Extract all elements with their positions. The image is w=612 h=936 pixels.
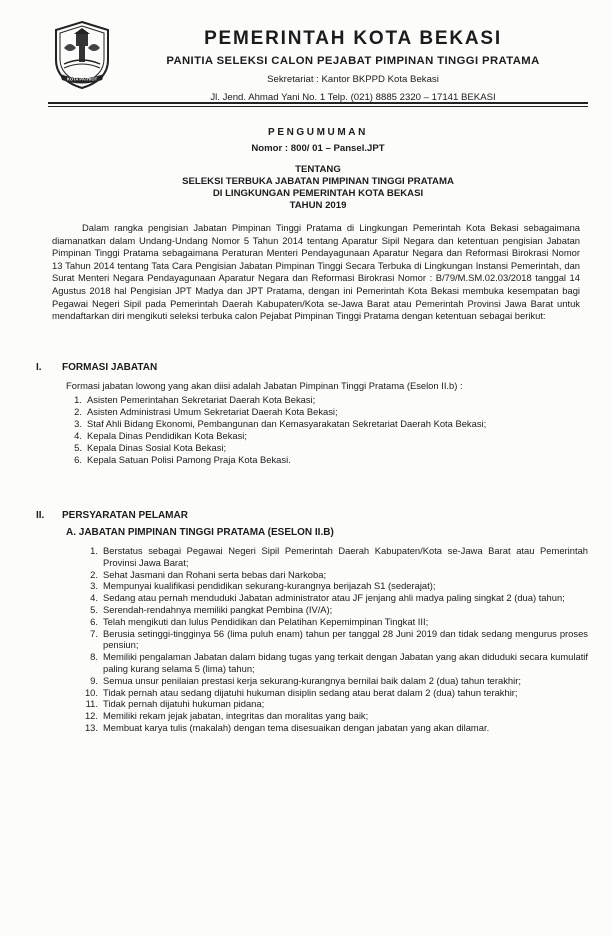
requirement-item-number: 2.	[90, 568, 98, 580]
requirement-item	[82, 722, 588, 734]
requirement-item	[82, 651, 588, 675]
position-item	[66, 406, 588, 418]
requirement-item-text: Telah mengikuti dan lulus Pendidikan dan Pelatihan Kepemimpinan Tingkat III;	[103, 615, 429, 627]
requirement-item-number: 6.	[90, 615, 98, 627]
requirement-item	[82, 569, 588, 581]
subject-line-1: SELEKSI TERBUKA JABATAN PIMPINAN TINGGI PRATAMA	[182, 176, 454, 187]
requirement-item-text: Membuat karya tulis (makalah) dengan tema disesuaikan dengan jabatan yang akan dilamar.	[103, 721, 490, 733]
position-item-number: 3.	[74, 418, 82, 429]
position-list	[66, 394, 588, 466]
requirement-list	[82, 545, 588, 734]
section-2-numeral: II.	[36, 510, 45, 521]
section-1-numeral: I.	[36, 362, 42, 373]
requirement-item-text: Serendah-rendahnya memiliki pangkat Pembina (IV/A);	[103, 603, 333, 615]
government-title: PEMERINTAH KOTA BEKASI	[204, 28, 502, 49]
section-1-title: FORMASI JABATAN	[62, 362, 158, 373]
subsection-a-heading: A. JABATAN PIMPINAN TINGGI PRATAMA (ESELON II.B)	[66, 527, 334, 538]
requirement-item-text: Tidak pernah dijatuhi hukuman pidana;	[103, 698, 265, 710]
requirement-item-number: 8.	[90, 651, 98, 663]
requirement-item	[82, 616, 588, 628]
seal-motto: KOTA PATRIOT	[66, 76, 98, 82]
position-item-number: 1.	[74, 394, 82, 405]
position-item	[66, 454, 588, 466]
requirement-item	[82, 687, 588, 699]
requirement-item-number: 3.	[90, 580, 98, 592]
requirement-item-number: 7.	[90, 627, 98, 639]
requirement-item-text: Semua unsur penilaian prestasi kerja sekurang-kurangnya bernilai baik dalam 2 (dua) tahun terakhir;	[103, 674, 521, 686]
section-2-heading	[36, 510, 188, 521]
requirement-item-text: Sedang atau pernah menduduki Jabatan administrator atau JF jenjang ahli madya paling singkat 2 (dua) tahun;	[103, 592, 565, 604]
letterhead-rule-thin	[48, 106, 588, 107]
requirement-item-number: 12.	[84, 710, 98, 722]
position-item-text: Asisten Administrasi Umum Sekretariat Daerah Kota Bekasi;	[87, 406, 338, 417]
secretariat-line: Sekretariat : Kantor BKPPD Kota Bekasi	[267, 74, 439, 85]
position-item-text: Kepala Dinas Sosial Kota Bekasi;	[87, 442, 227, 453]
position-item-number: 2.	[74, 406, 82, 417]
requirement-item-text: Sehat Jasmani dan Rohani serta bebas dari Narkoba;	[103, 568, 327, 580]
position-item-text: Staf Ahli Bidang Ekonomi, Pembangunan dan Kemasyarakatan Sekretariat Daerah Kota Bekasi;	[87, 418, 487, 429]
requirement-item-number: 9.	[90, 674, 98, 686]
requirement-item-number: 10.	[84, 686, 98, 698]
city-seal-logo	[52, 20, 112, 90]
position-item-text: Asisten Pemerintahan Sekretariat Daerah Kota Bekasi;	[87, 394, 316, 405]
requirement-item-number: 5.	[90, 603, 98, 615]
requirement-item	[82, 628, 588, 652]
requirement-item-number: 13.	[84, 721, 98, 733]
position-item-number: 5.	[74, 442, 82, 453]
section-1-intro: Formasi jabatan lowong yang akan diisi adalah Jabatan Pimpinan Tinggi Pratama (Eselon II.b) :	[66, 380, 463, 391]
requirement-item-text: Tidak pernah atau sedang dijatuhi hukuman disiplin sedang atau berat dalam 2 (dua) tahun terakhir;	[103, 686, 518, 698]
letterhead-rule-thick	[48, 102, 588, 104]
section-2-title: PERSYARATAN PELAMAR	[62, 510, 188, 521]
position-item	[66, 418, 588, 430]
requirement-item-number: 4.	[90, 592, 98, 604]
announcement-label: PENGUMUMAN	[268, 127, 368, 138]
letterhead	[118, 28, 588, 104]
position-item	[66, 430, 588, 442]
position-item	[66, 442, 588, 454]
committee-name: PANITIA SELEKSI CALON PEJABAT PIMPINAN TINGGI PRATAMA	[166, 55, 540, 67]
requirement-item-text: Memiliki pengalaman Jabatan dalam bidang tugas yang terkait dengan Jabatan yang akan diduduki secara kumulatif paling kurang selama 5 (lima) tahun;	[103, 651, 588, 674]
requirement-item-text: Berstatus sebagai Pegawai Negeri Sipil Pemerintah Daerah Kabupaten/Kota se-Jawa Barat atau Pemerintah Provinsi Jawa Barat;	[103, 545, 588, 568]
requirement-item	[82, 592, 588, 604]
subject-line-2: DI LINGKUNGAN PEMERINTAH KOTA BEKASI	[212, 188, 424, 199]
position-item	[66, 394, 588, 406]
announcement-number: Nomor : 800/ 01 – Pansel.JPT	[251, 143, 385, 154]
opening-paragraph: Dalam rangka pengisian Jabatan Pimpinan Tinggi Pratama di Lingkungan Pemerintah Kota Bekasi sebagaimana diamanatkan dalam Undang-Undang Nomor 5 Tahun 2014 tentang Aparatur Sipil Negara dan ketentuan pengisian Jabatan Pimpinan Tinggi Pratama sebagaimana Peraturan Menteri Pendayagunaan Aparatur Negara dan Reformasi Birokrasi Nomor 13 Tahun 2014 tentang Tata Cara Pengisian Jabatan Pimpinan Tinggi Secara Terbuka di Lingkungan Instansi Pemerintah, dan Surat Menteri Negara Pendayagunaan Aparatur Negara dan Reformasi Birokrasi Nomor : B/79/M.SM.02.03/2018 tanggal 14 Agustus 2018 hal Pengisian JPT Madya dan JPT Pratama, dengan ini Pemerintah Kota Bekasi membuka kesempatan bagi Pegawai Negeri Sipil pada Pemerintah Daerah Kabupaten/Kota se-Jawa Barat atau Pemerintah Provinsi Jawa Barat untuk mendaftarkan diri mengikuti seleksi terbuka calon Pejabat Pimpinan Tinggi Pratama dengan ketentuan sebagai berikut:	[52, 222, 580, 322]
position-item-text: Kepala Satuan Polisi Pamong Praja Kota Bekasi.	[87, 454, 291, 465]
requirement-item	[82, 604, 588, 616]
requirement-item-number: 1.	[90, 545, 98, 556]
requirement-item	[82, 580, 588, 592]
requirement-item	[82, 710, 588, 722]
address-line: Jl. Jend. Ahmad Yani No. 1 Telp. (021) 8885 2320 – 17141 BEKASI	[210, 92, 496, 103]
requirement-item-text: Berusia setinggi-tingginya 56 (lima puluh enam) tahun per tanggal 28 Juni 2019 dan tidak sedang mengurus proses pensiun;	[103, 627, 588, 651]
requirement-item	[82, 698, 588, 710]
position-item-text: Kepala Dinas Pendidikan Kota Bekasi;	[87, 430, 247, 441]
requirement-item-number: 11.	[85, 698, 98, 710]
position-item-number: 6.	[74, 454, 82, 465]
requirement-item	[82, 545, 588, 569]
section-1-heading	[36, 362, 157, 373]
about-label: TENTANG	[295, 164, 341, 175]
position-item-number: 4.	[74, 430, 82, 441]
subject-line-3: TAHUN 2019	[289, 200, 347, 211]
requirement-item-text: Memiliki rekam jejak jabatan, integritas dan moralitas yang baik;	[103, 710, 369, 722]
requirement-item	[82, 675, 588, 687]
requirement-item-text: Mempunyai kualifikasi pendidikan sekurang-kurangnya berijazah S1 (sederajat);	[103, 580, 436, 592]
